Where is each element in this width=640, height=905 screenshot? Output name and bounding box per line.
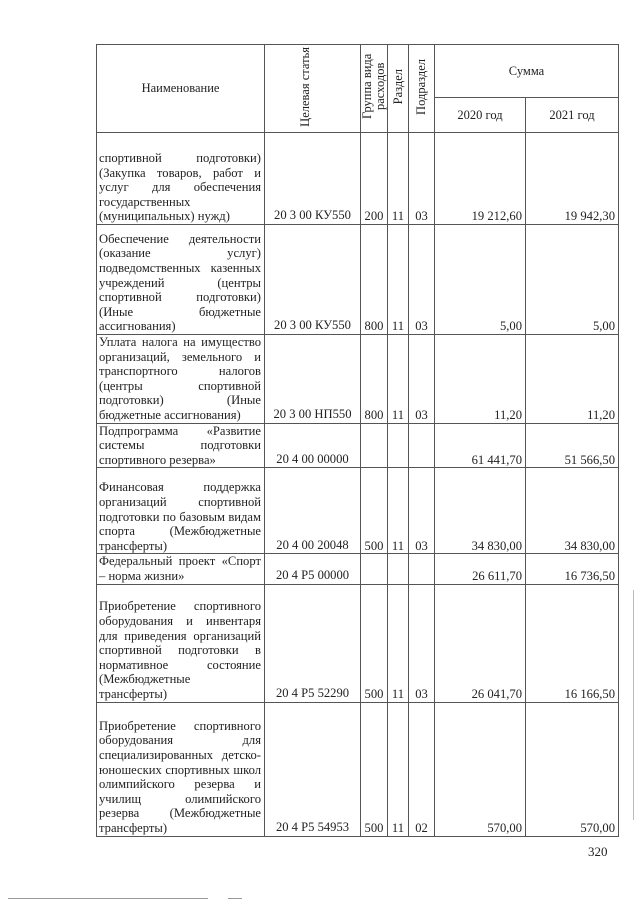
row-expense-group: 500 (361, 702, 388, 836)
table-row (97, 584, 619, 702)
table-row (97, 702, 619, 836)
row-section: 11 (388, 225, 409, 335)
header-target-article (265, 45, 361, 133)
header-section-text: Раздел (390, 69, 405, 105)
row-sum-2021: 34 830,00 (526, 468, 619, 554)
header-name: Наименование (97, 45, 265, 133)
footer-line-left (8, 898, 208, 899)
row-expense-group: 200 (361, 133, 388, 225)
row-sum-2020: 34 830,00 (435, 468, 526, 554)
header-year-2021: 2021 год (526, 98, 619, 133)
row-name: Уплата налога на имущество организаций, земельного и транспортного налогов (центры спортивной подготовки) (Иные бюджетные ассигнования) (97, 335, 265, 424)
row-sum-2021: 5,00 (526, 225, 619, 335)
row-expense-group: 500 (361, 584, 388, 702)
header-expense-group-text: Группа вида расходов (360, 54, 387, 120)
row-subsection: 03 (409, 225, 435, 335)
table-row (97, 423, 619, 468)
row-section: 11 (388, 702, 409, 836)
row-expense-group (361, 423, 388, 468)
header-section (388, 45, 409, 133)
row-sum-2021: 16 166,50 (526, 584, 619, 702)
row-target-article: 20 3 00 КУ550 (265, 225, 361, 335)
row-sum-2020: 61 441,70 (435, 423, 526, 468)
table-row (97, 554, 619, 584)
table-row (97, 225, 619, 335)
row-expense-group (361, 554, 388, 584)
header-year-2020: 2020 год (435, 98, 526, 133)
row-subsection (409, 554, 435, 584)
row-subsection: 03 (409, 335, 435, 424)
row-target-article: 20 4 Р5 54953 (265, 702, 361, 836)
row-sum-2021: 51 566,50 (526, 423, 619, 468)
row-sum-2021: 11,20 (526, 335, 619, 424)
page-number: 320 (588, 844, 608, 859)
header-target-article-text: Целевая статья (297, 46, 312, 127)
row-sum-2020: 19 212,60 (435, 133, 526, 225)
row-section: 11 (388, 584, 409, 702)
row-subsection: 03 (409, 133, 435, 225)
row-section: 11 (388, 468, 409, 554)
row-sum-2020: 5,00 (435, 225, 526, 335)
row-expense-group: 500 (361, 468, 388, 554)
row-section (388, 554, 409, 584)
table-row (97, 335, 619, 424)
row-target-article: 20 4 00 00000 (265, 423, 361, 468)
row-expense-group: 800 (361, 225, 388, 335)
row-sum-2021: 16 736,50 (526, 554, 619, 584)
row-subsection: 03 (409, 584, 435, 702)
row-target-article: 20 4 00 20048 (265, 468, 361, 554)
row-sum-2021: 19 942,30 (526, 133, 619, 225)
row-name: спортивной подготовки) (Закупка товаров, работ и услуг для обеспечения государственных (муниципальных) нужд) (97, 133, 265, 225)
row-section: 11 (388, 335, 409, 424)
row-section (388, 423, 409, 468)
row-target-article: 20 3 00 НП550 (265, 335, 361, 424)
row-section: 11 (388, 133, 409, 225)
row-sum-2020: 26 041,70 (435, 584, 526, 702)
row-subsection (409, 423, 435, 468)
row-name: Обеспечение деятельности (оказание услуг) подведомственных казенных учреждений (центры спортивной подготовки) (Иные бюджетные ассигнования) (97, 225, 265, 335)
row-sum-2020: 11,20 (435, 335, 526, 424)
footer-line-mid (228, 898, 242, 899)
table-row (97, 133, 619, 225)
header-subsection (409, 45, 435, 133)
row-target-article: 20 4 Р5 52290 (265, 584, 361, 702)
row-sum-2020: 570,00 (435, 702, 526, 836)
row-target-article: 20 3 00 КУ550 (265, 133, 361, 225)
row-name: Приобретение спортивного оборудования для специализированных детско-юношеских спортивных школ олимпийского резерва и училищ олимпийского резерва (Межбюджетные трансферты) (97, 702, 265, 836)
row-name: Приобретение спортивного оборудования и инвентаря для приведения организаций спортивной подготовки в нормативное состояние (Межбюджетные трансферты) (97, 584, 265, 702)
row-name: Федеральный проект «Спорт – норма жизни» (97, 554, 265, 584)
row-name: Финансовая поддержка организаций спортивной подготовки по базовым видам спорта (Межбюджетные трансферты) (97, 468, 265, 554)
header-subsection-text: Подраздел (414, 58, 428, 115)
header-sum: Сумма (435, 45, 619, 98)
budget-table (96, 44, 619, 837)
row-subsection: 03 (409, 468, 435, 554)
row-expense-group: 800 (361, 335, 388, 424)
row-sum-2021: 570,00 (526, 702, 619, 836)
row-target-article: 20 4 Р5 00000 (265, 554, 361, 584)
row-name: Подпрограмма «Развитие системы подготовки спортивного резерва» (97, 423, 265, 468)
row-subsection: 02 (409, 702, 435, 836)
header-expense-group (361, 45, 388, 133)
row-sum-2020: 26 611,70 (435, 554, 526, 584)
scan-edge-line (633, 590, 634, 820)
table-row (97, 468, 619, 554)
